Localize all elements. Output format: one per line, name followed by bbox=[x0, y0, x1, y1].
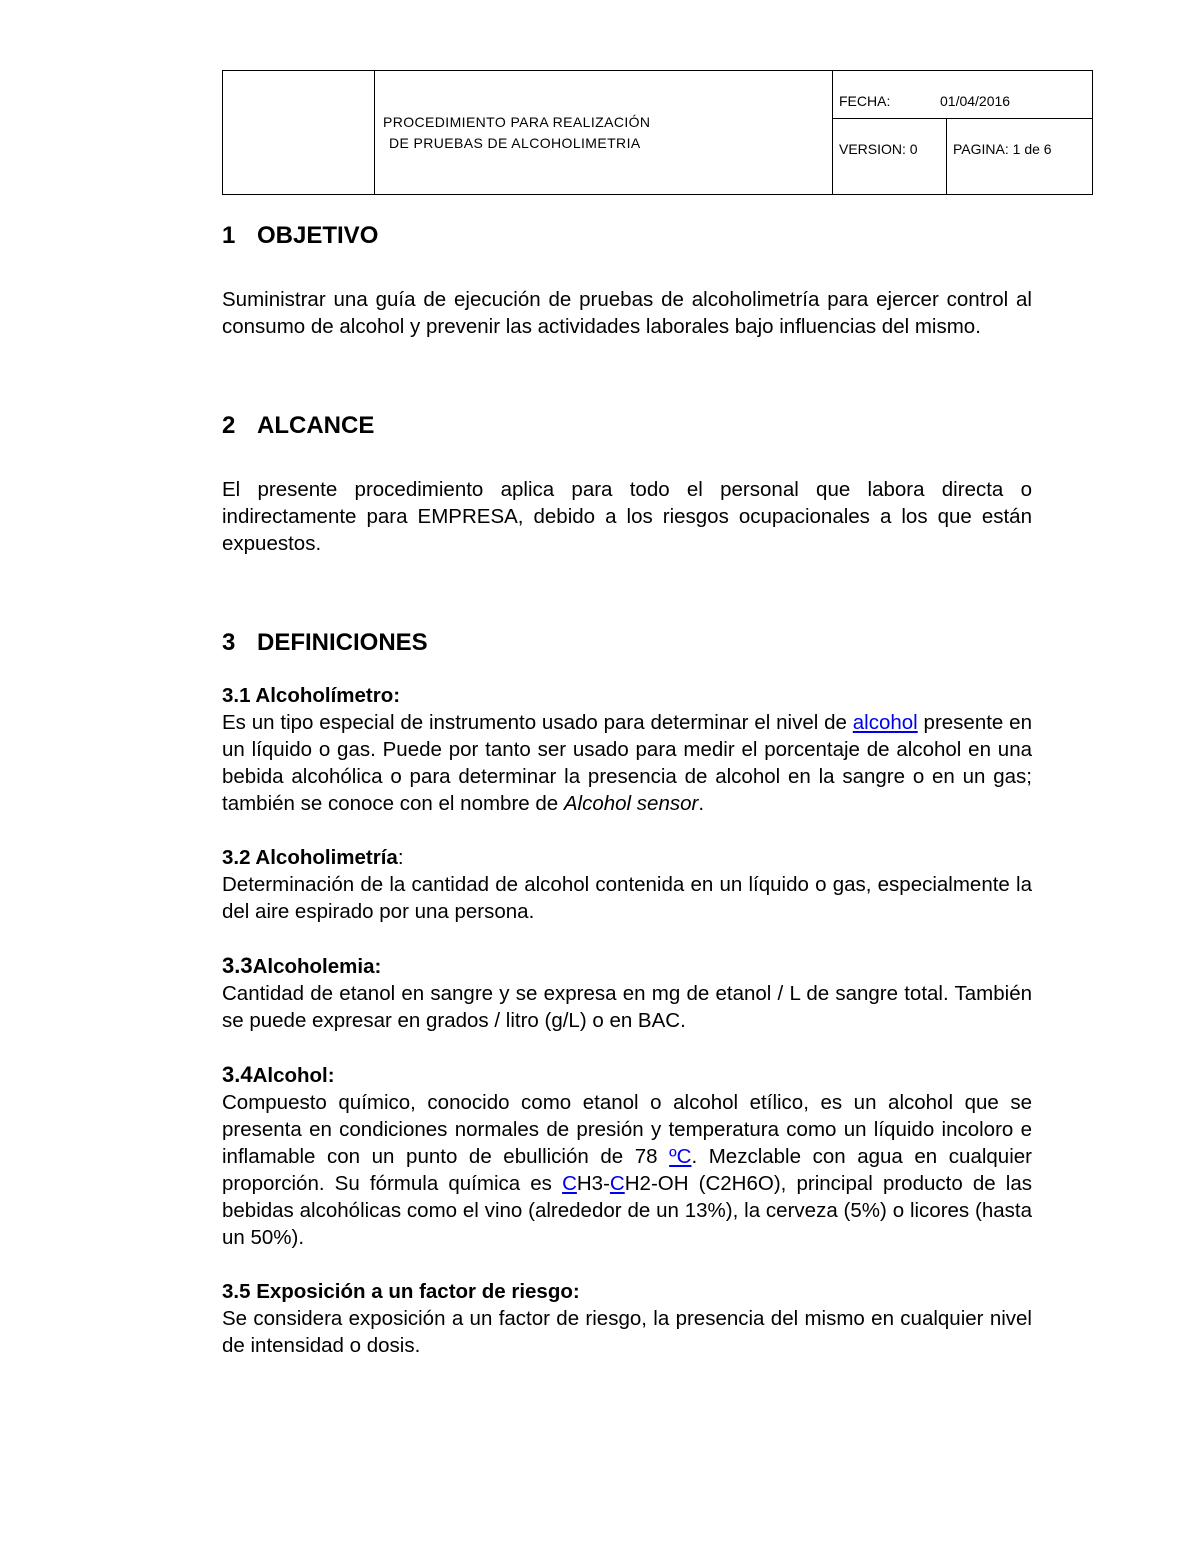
section-definiciones-heading bbox=[222, 628, 1032, 658]
def-alcohol-text bbox=[222, 1089, 1032, 1251]
section-objetivo-text: Suministrar una guía de ejecución de pruebas de alcoholimetría para ejercer control al consumo de alcohol y prevenir las actividades laborales bajo influencias del mismo. bbox=[222, 288, 1032, 338]
def-alcoholimetro-heading: 3.1 Alcoholímetro: bbox=[222, 684, 401, 707]
carbon-link-1[interactable]: C bbox=[562, 1172, 577, 1195]
logo-cell bbox=[223, 71, 375, 194]
def-alcoholemia-text: Cantidad de etanol en sangre y se expresa en mg de etanol / L de sangre total. También se puede expresar en grados / litro (g/L) o en BAC. bbox=[222, 982, 1032, 1032]
section-objetivo-heading bbox=[222, 221, 1032, 251]
section-number: 3 bbox=[222, 629, 236, 656]
section-number: 1 bbox=[222, 222, 236, 249]
alcohol-link[interactable]: alcohol bbox=[852, 711, 918, 734]
def-alcoholemia-heading bbox=[222, 952, 1032, 980]
section-alcance-heading bbox=[222, 411, 1032, 441]
fecha-label: FECHA: bbox=[839, 93, 891, 109]
text-run: . bbox=[698, 792, 705, 815]
heading-number: 3.4 bbox=[222, 1062, 253, 1087]
heading-text: Alcohol: bbox=[252, 1064, 335, 1087]
def-alcoholimetria-heading bbox=[222, 844, 1032, 871]
def-exposicion-text: Se considera exposición a un factor de riesgo, la presencia del mismo en cualquier nivel de intensidad o dosis. bbox=[222, 1307, 1032, 1357]
fecha-row bbox=[833, 71, 1092, 119]
carbon-link-2[interactable]: C bbox=[609, 1172, 625, 1195]
section-alcance-text: El presente procedimiento aplica para todo el personal que labora directa o indirectamente para EMPRESA, debido a los riesgos ocupacionales a los que están expuestos. bbox=[222, 478, 1032, 555]
heading-colon: : bbox=[397, 846, 404, 869]
fecha-value: 01/04/2016 bbox=[940, 93, 1011, 109]
text-run: Es un tipo especial de instrumento usado para determinar el nivel de bbox=[222, 711, 853, 734]
def-alcoholimetria-text: Determinación de la cantidad de alcohol contenida en un líquido o gas, especialmente la del aire espirado por una persona. bbox=[222, 873, 1032, 923]
section-number: 2 bbox=[222, 412, 236, 439]
document-header-table bbox=[222, 70, 1093, 195]
def-alcoholimetro-text bbox=[222, 709, 1032, 817]
text-run: . Mezclable con agua en cualquier proporción. Su fórmula química es bbox=[222, 1145, 1032, 1195]
celsius-link[interactable]: ºC bbox=[669, 1145, 692, 1168]
heading-number: 3.3 bbox=[222, 953, 253, 978]
doc-title-line2: DE PRUEBAS DE ALCOHOLIMETRIA bbox=[389, 135, 641, 151]
heading-text: 3.2 Alcoholimetría bbox=[222, 846, 398, 869]
def-alcohol-heading bbox=[222, 1061, 1032, 1089]
pagina-text: PAGINA: 1 de 6 bbox=[953, 141, 1052, 157]
version-cell bbox=[833, 119, 947, 194]
text-run: Compuesto químico, conocido como etanol o alcohol etílico, es un alcohol que se presenta en condiciones normales de presión y temperatura como un líquido incoloro e inflamable con un punto de ebullición de 78 bbox=[222, 1091, 1032, 1168]
heading-text: Alcoholemia: bbox=[252, 955, 382, 978]
italic-term: Alcohol sensor bbox=[563, 792, 699, 815]
section-title: DEFINICIONES bbox=[257, 629, 428, 656]
text-run: presente en un líquido o gas. Puede por tanto ser usado para medir el porcentaje de alcohol en una bebida alcohólica o para determinar la presencia de alcohol en la sangre o en un gas; también se conoce con el nombre de bbox=[222, 711, 1032, 815]
meta-cell bbox=[833, 71, 1092, 194]
text-run: H3- bbox=[576, 1172, 610, 1195]
version-row bbox=[833, 119, 1092, 194]
section-title: ALCANCE bbox=[257, 412, 375, 439]
text-run: H2-OH (C2H6O), principal producto de las bebidas alcohólicas como el vino (alrededor de un 13%), la cerveza (5%) o licores (hasta un 50%). bbox=[222, 1172, 1032, 1249]
def-exposicion-heading: 3.5 Exposición a un factor de riesgo: bbox=[222, 1280, 580, 1303]
title-cell bbox=[375, 71, 833, 194]
document-body bbox=[222, 221, 1032, 1359]
version-text: VERSION: 0 bbox=[839, 141, 918, 157]
section-title: OBJETIVO bbox=[257, 222, 379, 249]
doc-title-line1: PROCEDIMIENTO PARA REALIZACIÓN bbox=[383, 114, 651, 130]
